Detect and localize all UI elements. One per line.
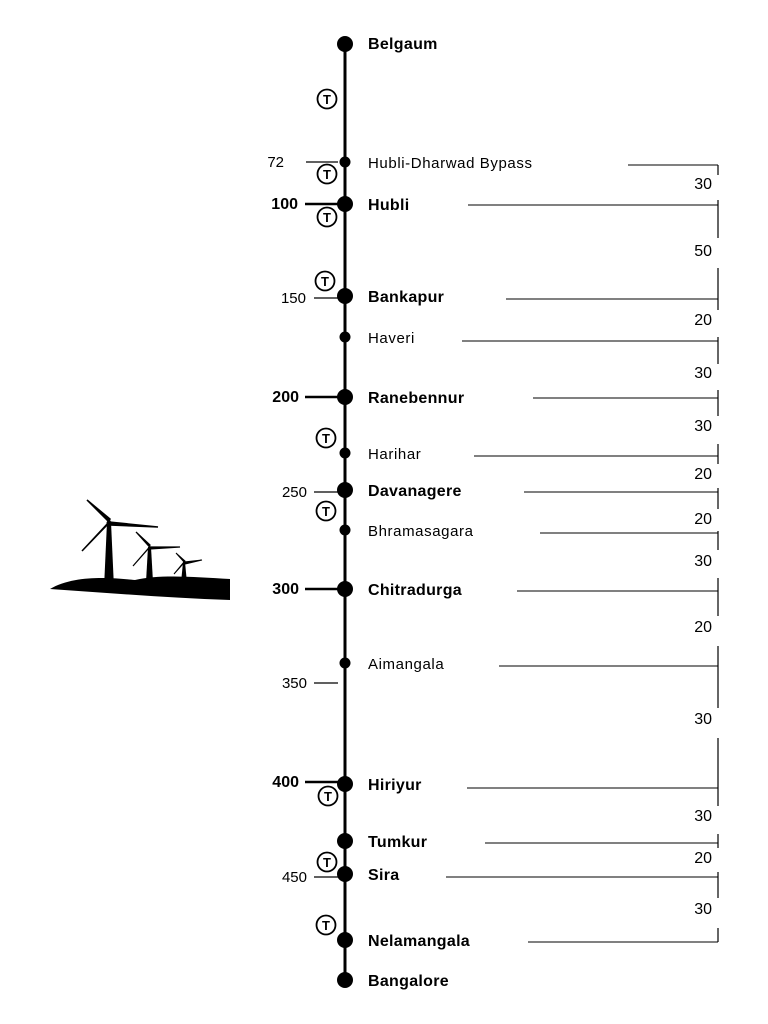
svg-text:T: T [321,274,329,289]
segment-distance: 30 [694,365,712,382]
stop-name: Belgaum [368,36,438,53]
stop-name: Haveri [368,330,415,347]
km-label: 250 [281,484,307,501]
stop-name: Ranebennur [368,390,465,407]
svg-text:T: T [323,92,331,107]
toll-plaza-icon [318,90,337,109]
km-label: 200 [272,389,299,406]
km-label: 150 [280,290,306,307]
toll-plaza-icon [318,853,337,872]
segment-distance: 20 [694,312,712,329]
stop-dot [340,157,351,168]
svg-text:T: T [323,855,331,870]
svg-text:T: T [322,918,330,933]
stop-dot [337,932,353,948]
km-label: 350 [281,675,307,692]
km-label: 400 [272,774,299,791]
stop-name: Bangalore [368,973,449,990]
toll-plaza-icon [317,429,336,448]
toll-plaza-icon [316,272,335,291]
stop-name: Hubli [368,197,410,214]
stop-name: Sira [368,867,400,884]
segment-distance: 20 [694,466,712,483]
segment-distance: 30 [694,711,712,728]
svg-text:T: T [323,210,331,225]
stop-name: Davanagere [368,483,462,500]
toll-plaza-icon [318,165,337,184]
svg-text:T: T [323,167,331,182]
stop-dot [337,389,353,405]
stop-name: Bhramasagara [368,523,474,540]
stop-name: Nelamangala [368,933,471,950]
stop-dot [337,36,353,52]
segment-distance: 20 [694,619,712,636]
km-label: 450 [281,869,307,886]
segment-distance: 30 [694,901,712,918]
svg-text:T: T [322,431,330,446]
stop-dot [340,525,351,536]
stop-dot [340,448,351,459]
stop-dot [337,288,353,304]
km-label: 300 [272,581,299,598]
stop-dot [337,196,353,212]
stop-dot [337,776,353,792]
toll-plaza-icon [317,916,336,935]
stop-dot [337,833,353,849]
svg-text:T: T [324,789,332,804]
segment-distance: 30 [694,176,712,193]
km-label: 72 [267,154,284,171]
segment-distance: 30 [694,418,712,435]
segment-distance: 50 [694,243,712,260]
segment-distance: 20 [694,511,712,528]
stop-dot [340,658,351,669]
stop-dot [337,581,353,597]
stop-dot [337,866,353,882]
stop-name: Bankapur [368,289,445,306]
segment-distance: 30 [694,808,712,825]
stop-name: Hiriyur [368,777,422,794]
toll-plaza-icon [317,502,336,521]
segment-distance: 30 [694,553,712,570]
wind-turbines-icon [50,500,230,600]
stop-dot [340,332,351,343]
stop-name: Harihar [368,446,422,463]
toll-plaza-icon [318,208,337,227]
toll-plaza-icon [319,787,338,806]
stop-name: Tumkur [368,834,428,851]
stop-dot [337,972,353,988]
stop-name: Chitradurga [368,582,462,599]
stop-name: Hubli-Dharwad Bypass [368,155,533,172]
stop-dot [337,482,353,498]
km-label: 100 [271,196,298,213]
segment-distance: 20 [694,850,712,867]
stop-name: Aimangala [368,656,445,673]
svg-text:T: T [322,504,330,519]
